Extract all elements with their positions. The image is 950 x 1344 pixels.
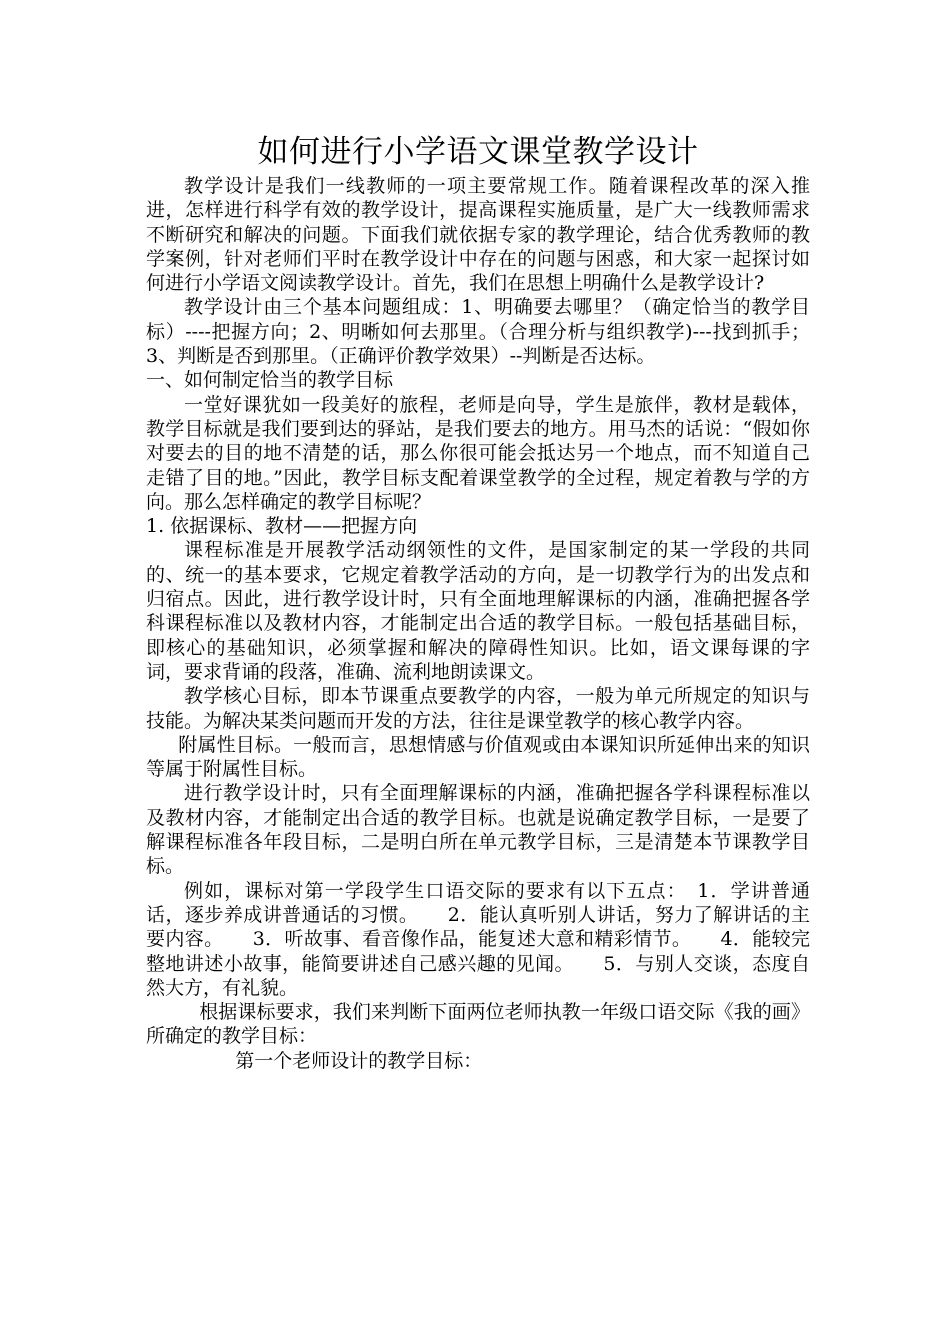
example-paragraph: 例如，课标对第一学段学生口语交际的要求有以下五点： 1．学讲普通话，逐步养成讲普通话的习惯。 2．能认真听别人讲话，努力了解讲话的主要内容。 3．听故事、看音像作品，能复述大意和精彩情节。 4．能较完整地讲述小故事，能简要讲述自己感兴趣的见闻。 5．与别人交谈，态度自然大方，有礼貌。 [146,879,810,999]
design-teaching-paragraph: 进行教学设计时，只有全面理解课标的内涵，准确把握各学科课程标准以及教材内容，才能制定出合适的教学目标。也就是说确定教学目标，一是要了解课程标准各年段目标，二是明白所在单元教学目标，三是清楚本节课教学目标。 [146,782,810,878]
document-title: 如何进行小学语文课堂教学设计 [257,134,699,170]
core-goal-paragraph: 教学核心目标，即本节课重点要教学的内容，一般为单元所规定的知识与技能。为解决某类问题而开发的方法，往往是课堂教学的核心教学内容。 [146,685,810,732]
first-teacher-paragraph: 第一个老师设计的教学目标： [235,1049,483,1072]
curriculum-standard-paragraph: 课程标准是开展教学活动纲领性的文件，是国家制定的某一学段的共同的、统一的基本要求，它规定着教学活动的方向，是一切教学行为的出发点和归宿点。因此，进行教学设计时，只有全面地理解课标的内涵，准确把握各学科课程标准以及教材内容，才能制定出合适的教学目标。一般包括基础目标，即核心的基础知识，必须掌握和解决的障碍性知识。比如，语文课每课的字词，要求背诵的段落，准确、流利地朗读课文。 [146,539,810,683]
good-lesson-paragraph: 一堂好课犹如一段美好的旅程，老师是向导，学生是旅伴，教材是载体，教学目标就是我们要到达的驿站，是我们要去的地方。用马杰的话说：“假如你对要去的目的地不清楚的话，那么你很可能会抵达另一个地点，而不知道自己走错了目的地。”因此，教学目标支配着课堂教学的全过程，规定着教与学的方向。那么怎样确定的教学目标呢？ [146,393,810,513]
judgment-paragraph: 根据课标要求，我们来判断下面两位老师执教一年级口语交际《我的画》所确定的教学目标： [146,1001,810,1048]
subsection-heading-1: 1. 依据课标、教材——把握方向 [146,515,418,538]
three-questions-paragraph: 教学设计由三个基本问题组成：1、明确要去哪里？（确定恰当的教学目标）----把握方向；2、明晰如何去那里。（合理分析与组织教学)---找到抓手；3、判断是否到那里。（正确评价教学效果）--判断是否达标。 [146,296,810,368]
subsidiary-goal-paragraph: 附属性目标。一般而言，思想情感与价值观或由本课知识所延伸出来的知识等属于附属性目标。 [146,733,810,781]
section-heading-1: 一、如何制定恰当的教学目标 [146,369,394,392]
intro-paragraph: 教学设计是我们一线教师的一项主要常规工作。随着课程改革的深入推进，怎样进行科学有效的教学设计，提高课程实施质量，是广大一线教师需求不断研究和解决的问题。下面我们就依据专家的教学理论，结合优秀教师的教学案例，针对老师们平时在教学设计中存在的问题与困惑，和大家一起探讨如何进行小学语文阅读教学设计。首先，我们在思想上明确什么是教学设计? [146,175,810,295]
document-body [146,132,810,1073]
